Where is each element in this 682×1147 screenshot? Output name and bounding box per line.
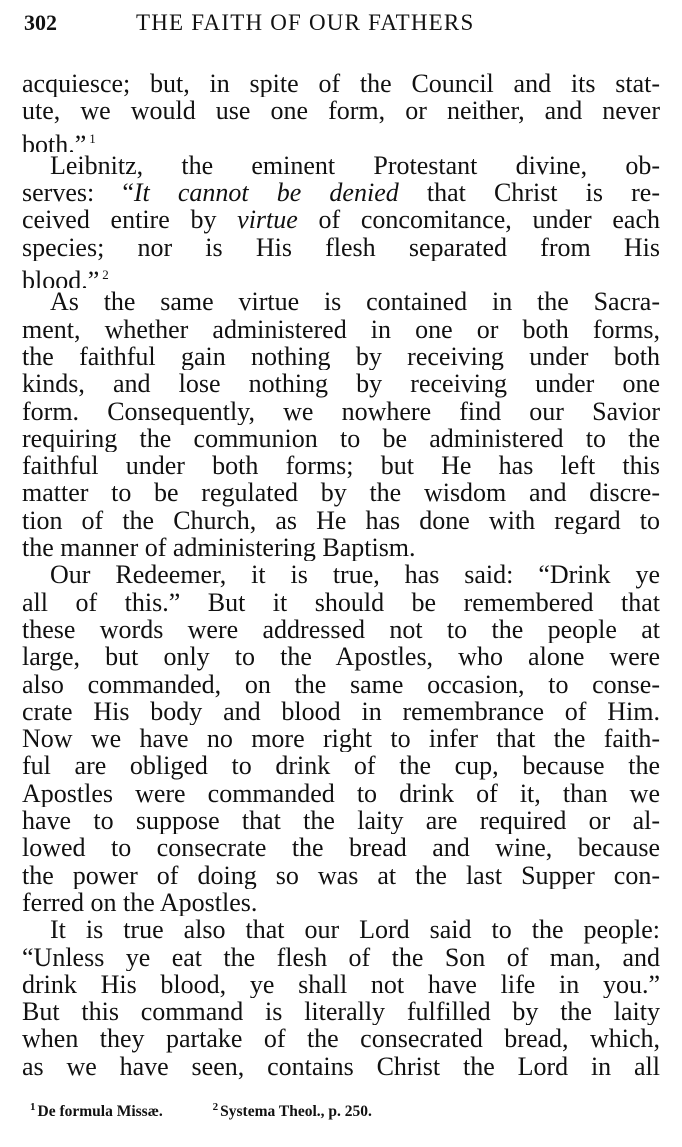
text-line <box>22 725 660 752</box>
line-text: of concomitance, under each <box>297 206 660 234</box>
footnote-reference: 2 <box>102 267 109 283</box>
text-line <box>22 643 660 670</box>
line-text: the power of doing so was at the last Supper con- <box>22 861 660 889</box>
text-line <box>22 698 660 725</box>
text-line <box>22 589 660 616</box>
text-line <box>22 316 660 343</box>
text-line <box>22 561 660 588</box>
line-text: have to suppose that the laity are required or al- <box>22 807 660 835</box>
line-text: It is true also that our Lord said to the people: <box>50 916 660 944</box>
text-line <box>22 616 660 643</box>
footnote-text: De formula Missæ. <box>37 1103 163 1120</box>
text-line <box>22 179 660 206</box>
footnote-marker: 1 <box>30 1101 36 1113</box>
line-text: all of this.” But it should be remembered that <box>22 588 660 616</box>
footnote-2 <box>213 1101 372 1121</box>
text-line <box>22 370 660 397</box>
text-line <box>22 288 660 315</box>
line-text: blood.” <box>22 266 100 289</box>
text-line <box>22 916 660 943</box>
footnote-reference: 1 <box>89 130 96 146</box>
text-line <box>22 507 660 534</box>
text-line <box>22 425 660 452</box>
line-text: the manner of administering Baptism. <box>22 534 416 562</box>
text-line <box>22 780 660 807</box>
text-line <box>22 152 660 179</box>
text-line <box>22 234 660 261</box>
line-text: ment, whether administered in one or both forms, <box>22 315 660 343</box>
text-line <box>22 971 660 998</box>
line-text: lowed to consecrate the bread and wine, because <box>22 834 660 862</box>
text-line <box>22 998 660 1025</box>
text-line <box>22 534 660 561</box>
line-text: Leibnitz, the eminent Protestant divine, ob- <box>50 151 660 180</box>
line-text: the faithful gain nothing by receiving under both <box>22 342 660 371</box>
footnote-text: Systema Theol., p. 250. <box>220 1103 372 1120</box>
page-header <box>24 6 664 40</box>
text-line <box>22 125 660 152</box>
text-line <box>22 834 660 861</box>
line-text: that Christ is re- <box>398 179 660 207</box>
line-text: acquiesce; but, in spite of the Council and its stat- <box>22 70 660 98</box>
line-text: Apostles were commanded to drink of it, than we <box>22 779 660 808</box>
text-line <box>22 752 660 779</box>
line-text: when they partake of the consecrated bread, which, <box>22 1025 660 1053</box>
line-text: also commanded, on the same occasion, to conse- <box>22 670 660 698</box>
text-line <box>22 479 660 506</box>
line-text: serves: “ <box>22 179 134 207</box>
text-line <box>22 671 660 698</box>
text-line <box>22 889 660 916</box>
text-line <box>22 70 660 97</box>
italic-text: virtue <box>237 206 298 234</box>
line-text: species; nor is His flesh separated from His <box>22 233 660 262</box>
footnotes <box>30 1101 650 1121</box>
line-text: both.” <box>22 129 87 152</box>
line-text: these words were addressed not to the people at <box>22 615 660 644</box>
running-title: THE FAITH OF OUR FATHERS <box>136 10 475 35</box>
line-text: crate His body and blood in remembrance of Him. <box>22 697 660 726</box>
line-text: as we have seen, contains Christ the Lord in all <box>22 1052 660 1080</box>
line-text: Now we have no more right to infer that the faith- <box>22 725 660 753</box>
line-text: kinds, and lose nothing by receiving under one <box>22 370 660 398</box>
text-line <box>22 944 660 971</box>
line-text: large, but only to the Apostles, who alone were <box>22 643 660 671</box>
body-text <box>22 70 660 1080</box>
text-line <box>22 807 660 834</box>
line-text: form. Consequently, we nowhere find our Savior <box>22 397 660 425</box>
footnote-1 <box>30 1101 163 1121</box>
line-text: faithful under both forms; but He has left this <box>22 452 660 480</box>
text-line <box>22 97 660 124</box>
line-text: As the same virtue is contained in the Sacra- <box>50 288 660 316</box>
footnote-marker: 2 <box>212 1101 219 1113</box>
text-line <box>22 261 660 288</box>
line-text: ute, we would use one form, or neither, and never <box>22 97 660 125</box>
line-text: “Unless ye eat the flesh of the Son of man, and <box>22 943 660 971</box>
line-text: ful are obliged to drink of the cup, because the <box>22 752 660 780</box>
line-text: tion of the Church, as He has done with regard to <box>22 506 660 535</box>
text-line <box>22 1025 660 1052</box>
line-text: ferred on the Apostles. <box>22 888 258 917</box>
line-text: requiring the communion to be administered to the <box>22 424 660 453</box>
text-line <box>22 343 660 370</box>
line-text: drink His blood, ye shall not have life in you.” <box>22 970 660 999</box>
text-line <box>22 398 660 425</box>
text-line <box>22 1053 660 1080</box>
line-text: But this command is literally fulfilled by the laity <box>22 998 660 1026</box>
line-text: ceived entire by <box>22 206 238 234</box>
text-line <box>22 862 660 889</box>
page-number: 302 <box>24 10 57 35</box>
italic-text: It cannot be denied <box>133 179 399 207</box>
text-line <box>22 452 660 479</box>
line-text: matter to be regulated by the wisdom and discre- <box>22 479 660 507</box>
line-text: Our Redeemer, it is true, has said: “Drink ye <box>50 561 660 589</box>
text-line <box>22 206 660 233</box>
